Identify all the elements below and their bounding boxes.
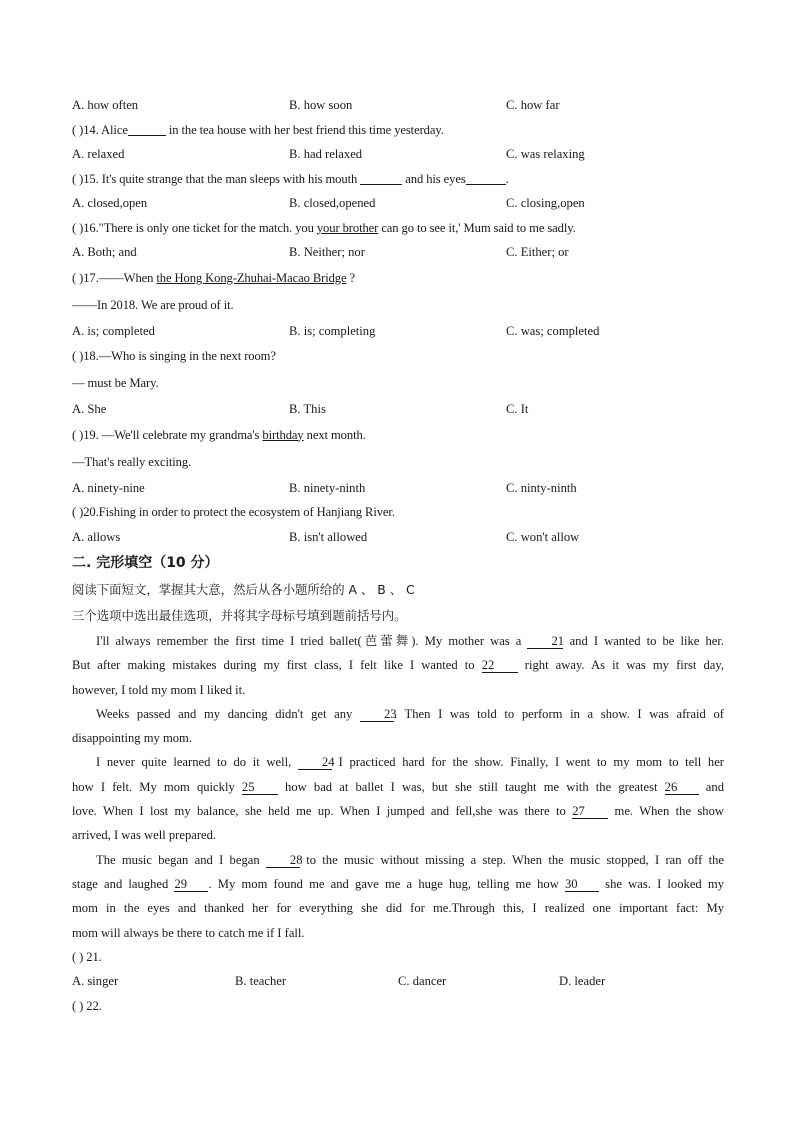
option-c: C. Either; or — [506, 245, 569, 259]
cloze-blank: 25 — [242, 780, 278, 795]
option-b: B. isn't allowed — [289, 529, 368, 544]
question-17: ( )17.——When the Hong Kong-Zhuhai-Macao Bridge ? — [72, 270, 356, 285]
q15-options — [72, 191, 724, 216]
q16-options — [72, 240, 724, 265]
cloze-blank: 22 — [482, 658, 518, 673]
option-c: C. It — [506, 402, 529, 416]
option-a: A. Both; and — [72, 245, 137, 259]
option-b: B. This — [289, 402, 326, 416]
option-b: B. Neither; nor — [289, 245, 365, 259]
instructions-line-2: 三个选项中选出最佳选项，并将其字母标号填到题前括号内。 — [72, 608, 407, 623]
option-a: A. is; completed — [72, 323, 155, 338]
cloze-blank: 28 — [266, 853, 300, 868]
option-b: B. ninety-ninth — [289, 480, 366, 495]
option-b: B. is; completing — [289, 323, 376, 338]
question-22: ( ) 22. — [72, 998, 102, 1013]
passage-paragraph-3: I never quite learned to do it well, 24 I practiced hard for the show. Finally, I went to my mom to tell her how I felt. My mom quickly 25 how bad at ballet I was, but she still taught me with the greatest 26 and love. When I lost my balance, she held me up. When I jumped and fell,she was there to 27 me. When the show arrived, I was well prepared. — [72, 755, 724, 843]
cloze-blank: 27 — [572, 804, 608, 819]
passage-paragraph-2: Weeks passed and my dancing didn't get any 23. Then I was told to perform in a show. I was afraid of disappointing my mom. — [72, 706, 724, 746]
option-c: C. ninty-ninth — [506, 480, 577, 495]
cloze-blank: 30 — [565, 877, 599, 892]
option-a: A. ninety-nine — [72, 480, 145, 495]
passage-paragraph-4: The music began and I began 28 to the music without missing a step. When the music stopped, I ran off the stage and laughed 29 . My mom found me and gave me a huge hug, telling me how 30 she was. I looked my mom in the eyes and thanked her for everything she did for me.Through this, I realized one important fact: My mom will always be there to catch me if I fall. — [72, 852, 724, 940]
q14-options — [72, 142, 724, 167]
question-19-answer: —That's really exciting. — [72, 454, 192, 469]
question-15: ( )15. It's quite strange that the man sleeps with his mouth and his eyes . — [72, 171, 509, 186]
option-c: C. was; completed — [506, 323, 600, 338]
question-17-answer: ——In 2018. We are proud of it. — [72, 297, 234, 312]
option-c: C. how far — [506, 98, 560, 112]
option-b: B. teacher — [235, 974, 287, 989]
question-18: ( )18.—Who is singing in the next room? — [72, 349, 276, 363]
option-b: B. how soon — [289, 98, 353, 112]
question-18-answer: — must be Mary. — [72, 376, 159, 390]
option-b: B. had relaxed — [289, 147, 363, 161]
answer-blank — [466, 171, 506, 185]
option-d: D. leader — [559, 974, 606, 989]
cloze-blank: 23 — [360, 707, 394, 722]
cloze-blank: 21 — [527, 634, 563, 649]
option-c: C. was relaxing — [506, 147, 585, 161]
option-a: A. singer — [72, 974, 119, 989]
option-c: C. closing,open — [506, 196, 585, 210]
option-a: A. She — [72, 402, 107, 416]
cloze-blank: 26 — [665, 780, 699, 795]
option-a: A. closed,open — [72, 196, 148, 210]
option-c: C. won't allow — [506, 529, 580, 544]
question-16: ( )16."There is only one ticket for the match. you your brother can go to see it,' Mum said to me sadly. — [72, 220, 576, 235]
section-heading: 二. 完形填空（10 分） — [72, 555, 219, 571]
answer-blank — [360, 171, 402, 185]
passage-paragraph-1: I'll always remember the first time I tried ballet(芭蕾舞). My mother was a 21 and I wanted to be like her. But after making mistakes during my first class, I felt like I wanted to 22 right away. As it was my first day, however, I told my mom I liked it. — [72, 634, 724, 697]
q17-options — [72, 319, 724, 344]
option-c: C. dancer — [398, 974, 447, 989]
question-20: ( )20.Fishing in order to protect the ecosystem of Hanjiang River. — [72, 505, 395, 519]
q19-options — [72, 476, 724, 501]
question-14: ( )14. Alice in the tea house with her best friend this time yesterday. — [72, 122, 444, 137]
option-b: B. closed,opened — [289, 196, 376, 210]
q13-options — [72, 93, 724, 118]
answer-blank — [128, 122, 166, 136]
option-a: A. relaxed — [72, 147, 125, 161]
option-a: A. how often — [72, 98, 139, 112]
question-19: ( )19. —We'll celebrate my grandma's birthday next month. — [72, 427, 366, 442]
question-21: ( ) 21. — [72, 949, 102, 964]
cloze-blank: 24 — [298, 755, 332, 770]
option-a: A. allows — [72, 529, 121, 544]
q18-options — [72, 397, 724, 422]
worksheet-page — [72, 93, 724, 1018]
instructions-line-1: 阅读下面短文，掌握其大意，然后从各小题所给的 A 、 B 、 C — [72, 582, 415, 597]
q21-options — [72, 969, 724, 994]
q20-options — [72, 525, 724, 550]
cloze-blank: 29 — [174, 877, 208, 892]
